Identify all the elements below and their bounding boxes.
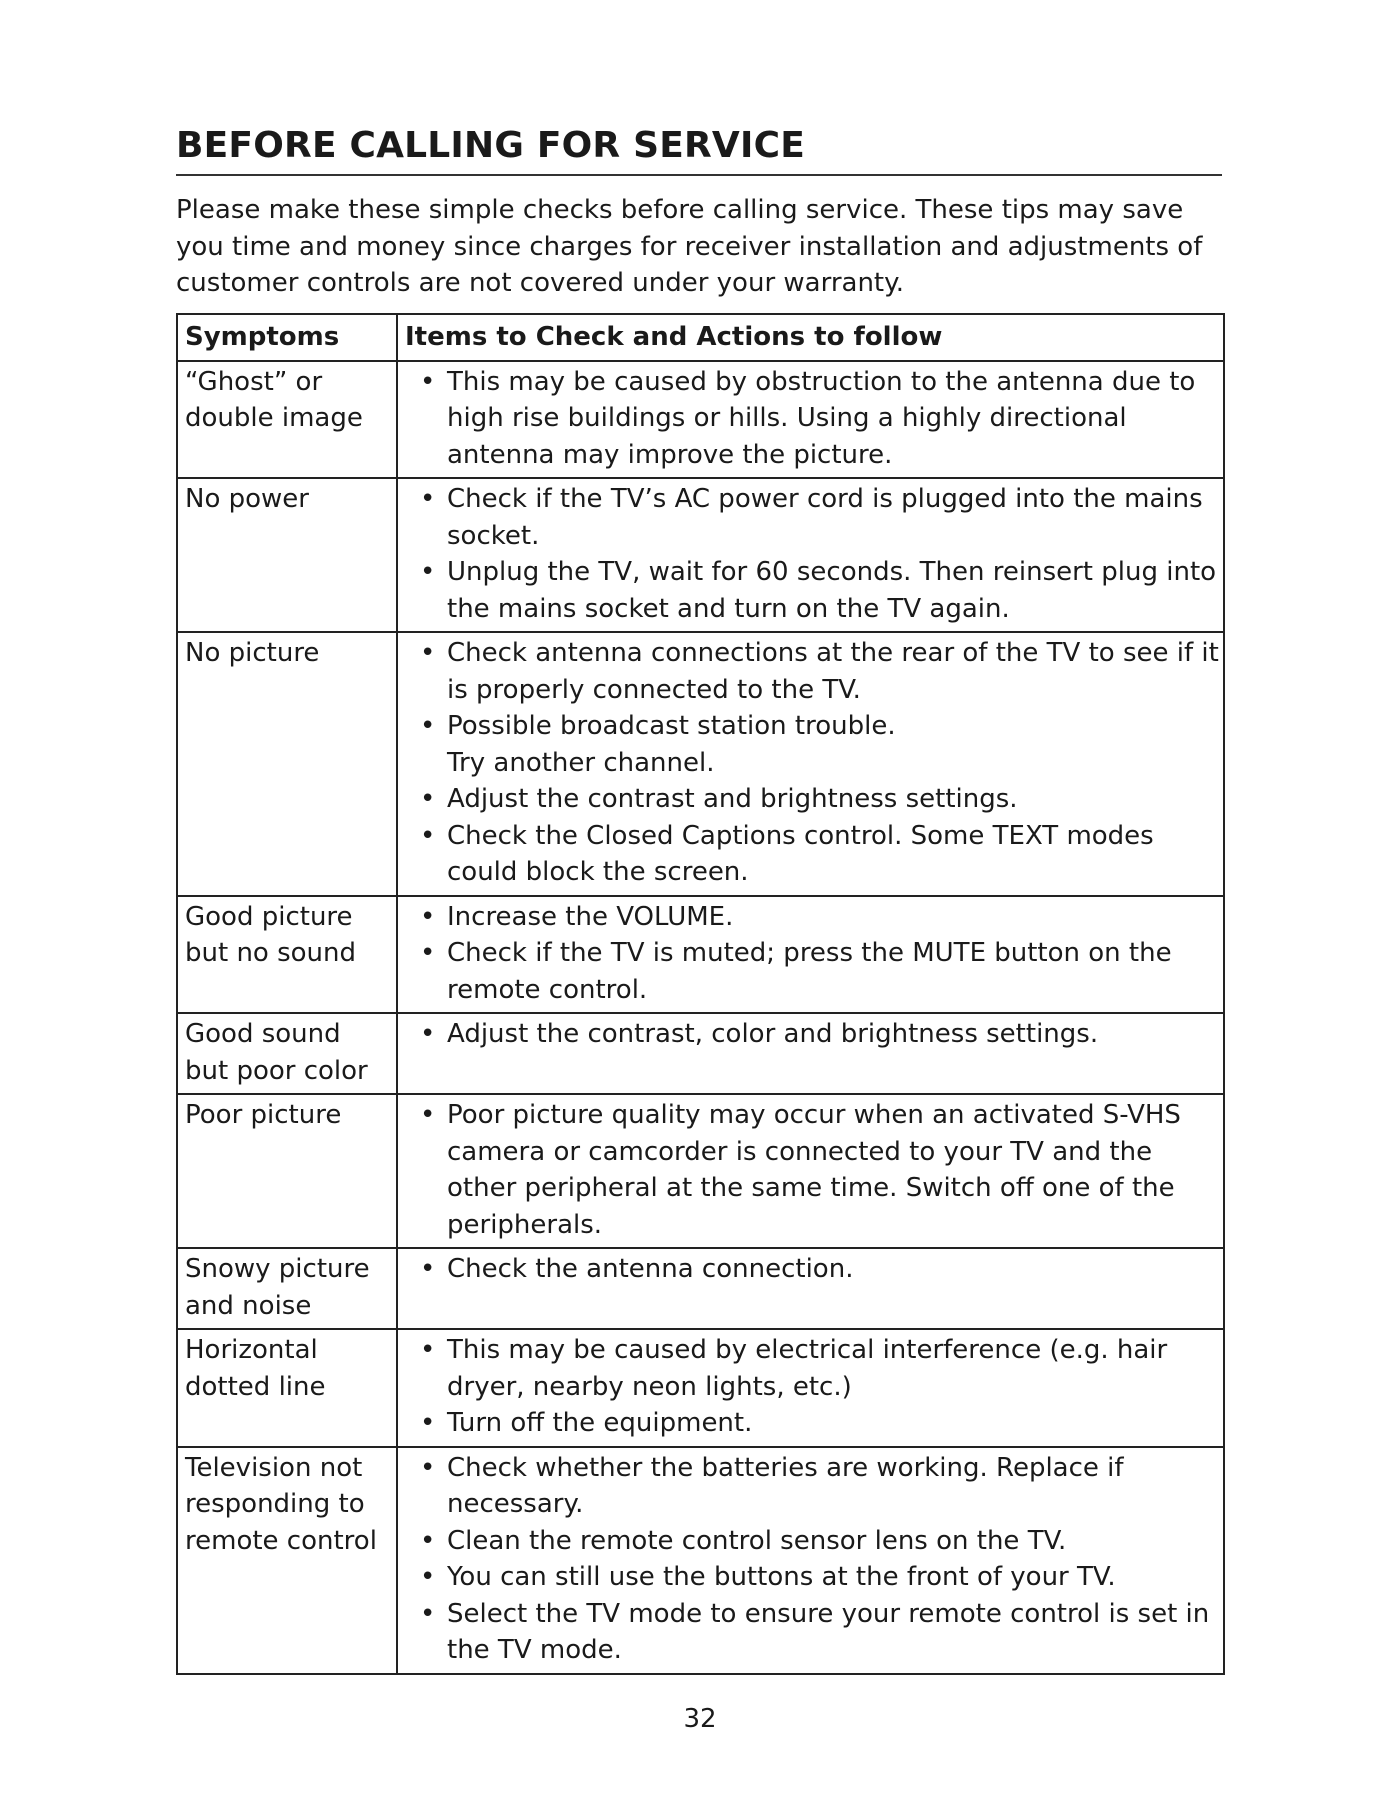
symptom-cell: No picture	[177, 632, 397, 896]
action-item: • Turn off the equipment.	[405, 1405, 1219, 1442]
table-row	[177, 1248, 1224, 1329]
action-item: • Adjust the contrast, color and brightness settings.	[405, 1016, 1219, 1053]
action-item: • Check the antenna connection.	[405, 1251, 1219, 1288]
header-actions: Items to Check and Actions to follow	[397, 314, 1224, 361]
page-title: BEFORE CALLING FOR SERVICE	[176, 122, 1222, 176]
troubleshooting-table	[176, 313, 1225, 1675]
table-body	[177, 361, 1224, 1674]
table-row	[177, 896, 1224, 1014]
table-row	[177, 478, 1224, 632]
action-item: • Clean the remote control sensor lens on the TV.	[405, 1523, 1219, 1560]
symptom-cell: Good picture but no sound	[177, 896, 397, 1014]
action-item: • Check the Closed Captions control. Some TEXT modes could block the screen.	[405, 818, 1219, 891]
action-list	[405, 899, 1219, 1009]
symptom-cell: Snowy picture and noise	[177, 1248, 397, 1329]
symptom-cell: Good sound but poor color	[177, 1013, 397, 1094]
action-item: • Adjust the contrast and brightness settings.	[405, 781, 1219, 818]
table-row	[177, 1094, 1224, 1248]
page-number: 32	[683, 1704, 717, 1734]
actions-cell	[397, 1447, 1224, 1674]
table-row	[177, 1447, 1224, 1674]
table-row	[177, 1013, 1224, 1094]
intro-paragraph: Please make these simple checks before calling service. These tips may save you time and money since charges for receiver installation and adjustments of customer controls are not covered under your warranty.	[176, 195, 1203, 298]
symptom-cell: Television not responding to remote control	[177, 1447, 397, 1674]
action-item: • Increase the VOLUME.	[405, 899, 1219, 936]
actions-cell	[397, 1013, 1224, 1094]
table-row	[177, 361, 1224, 479]
table-row	[177, 632, 1224, 896]
header-symptoms: Symptoms	[177, 314, 397, 361]
action-item: • Possible broadcast station trouble. Try another channel.	[405, 708, 1219, 781]
actions-cell	[397, 1329, 1224, 1447]
action-item: • Check whether the batteries are working. Replace if necessary.	[405, 1450, 1219, 1523]
actions-cell	[397, 896, 1224, 1014]
symptom-cell: Poor picture	[177, 1094, 397, 1248]
actions-cell	[397, 361, 1224, 479]
action-item: • Check if the TV’s AC power cord is plugged into the mains socket.	[405, 481, 1219, 554]
actions-cell	[397, 1248, 1224, 1329]
action-list	[405, 1332, 1219, 1442]
symptom-cell: No power	[177, 478, 397, 632]
actions-cell	[397, 1094, 1224, 1248]
action-item: • This may be caused by electrical interference (e.g. hair dryer, nearby neon lights, etc.)	[405, 1332, 1219, 1405]
action-item: • This may be caused by obstruction to the antenna due to high rise buildings or hills. Using a highly directional antenna may improve the picture.	[405, 364, 1219, 474]
action-list	[405, 635, 1219, 891]
action-item: • Check antenna connections at the rear of the TV to see if it is properly connected to the TV.	[405, 635, 1219, 708]
action-list	[405, 1251, 1219, 1288]
action-item: • Check if the TV is muted; press the MUTE button on the remote control.	[405, 935, 1219, 1008]
symptom-cell: Horizontal dotted line	[177, 1329, 397, 1447]
action-list	[405, 1450, 1219, 1669]
action-item: • Select the TV mode to ensure your remote control is set in the TV mode.	[405, 1596, 1219, 1669]
table-header-row	[177, 314, 1224, 361]
action-item: • Unplug the TV, wait for 60 seconds. Then reinsert plug into the mains socket and turn on the TV again.	[405, 554, 1219, 627]
table-row	[177, 1329, 1224, 1447]
action-list	[405, 1016, 1219, 1053]
actions-cell	[397, 478, 1224, 632]
action-list	[405, 1097, 1219, 1243]
action-list	[405, 481, 1219, 627]
action-item: • You can still use the buttons at the front of your TV.	[405, 1559, 1219, 1596]
actions-cell	[397, 632, 1224, 896]
symptom-cell: “Ghost” or double image	[177, 361, 397, 479]
action-list	[405, 364, 1219, 474]
action-item: • Poor picture quality may occur when an activated S-VHS camera or camcorder is connected to your TV and the other peripheral at the same time. Switch off one of the peripherals.	[405, 1097, 1219, 1243]
